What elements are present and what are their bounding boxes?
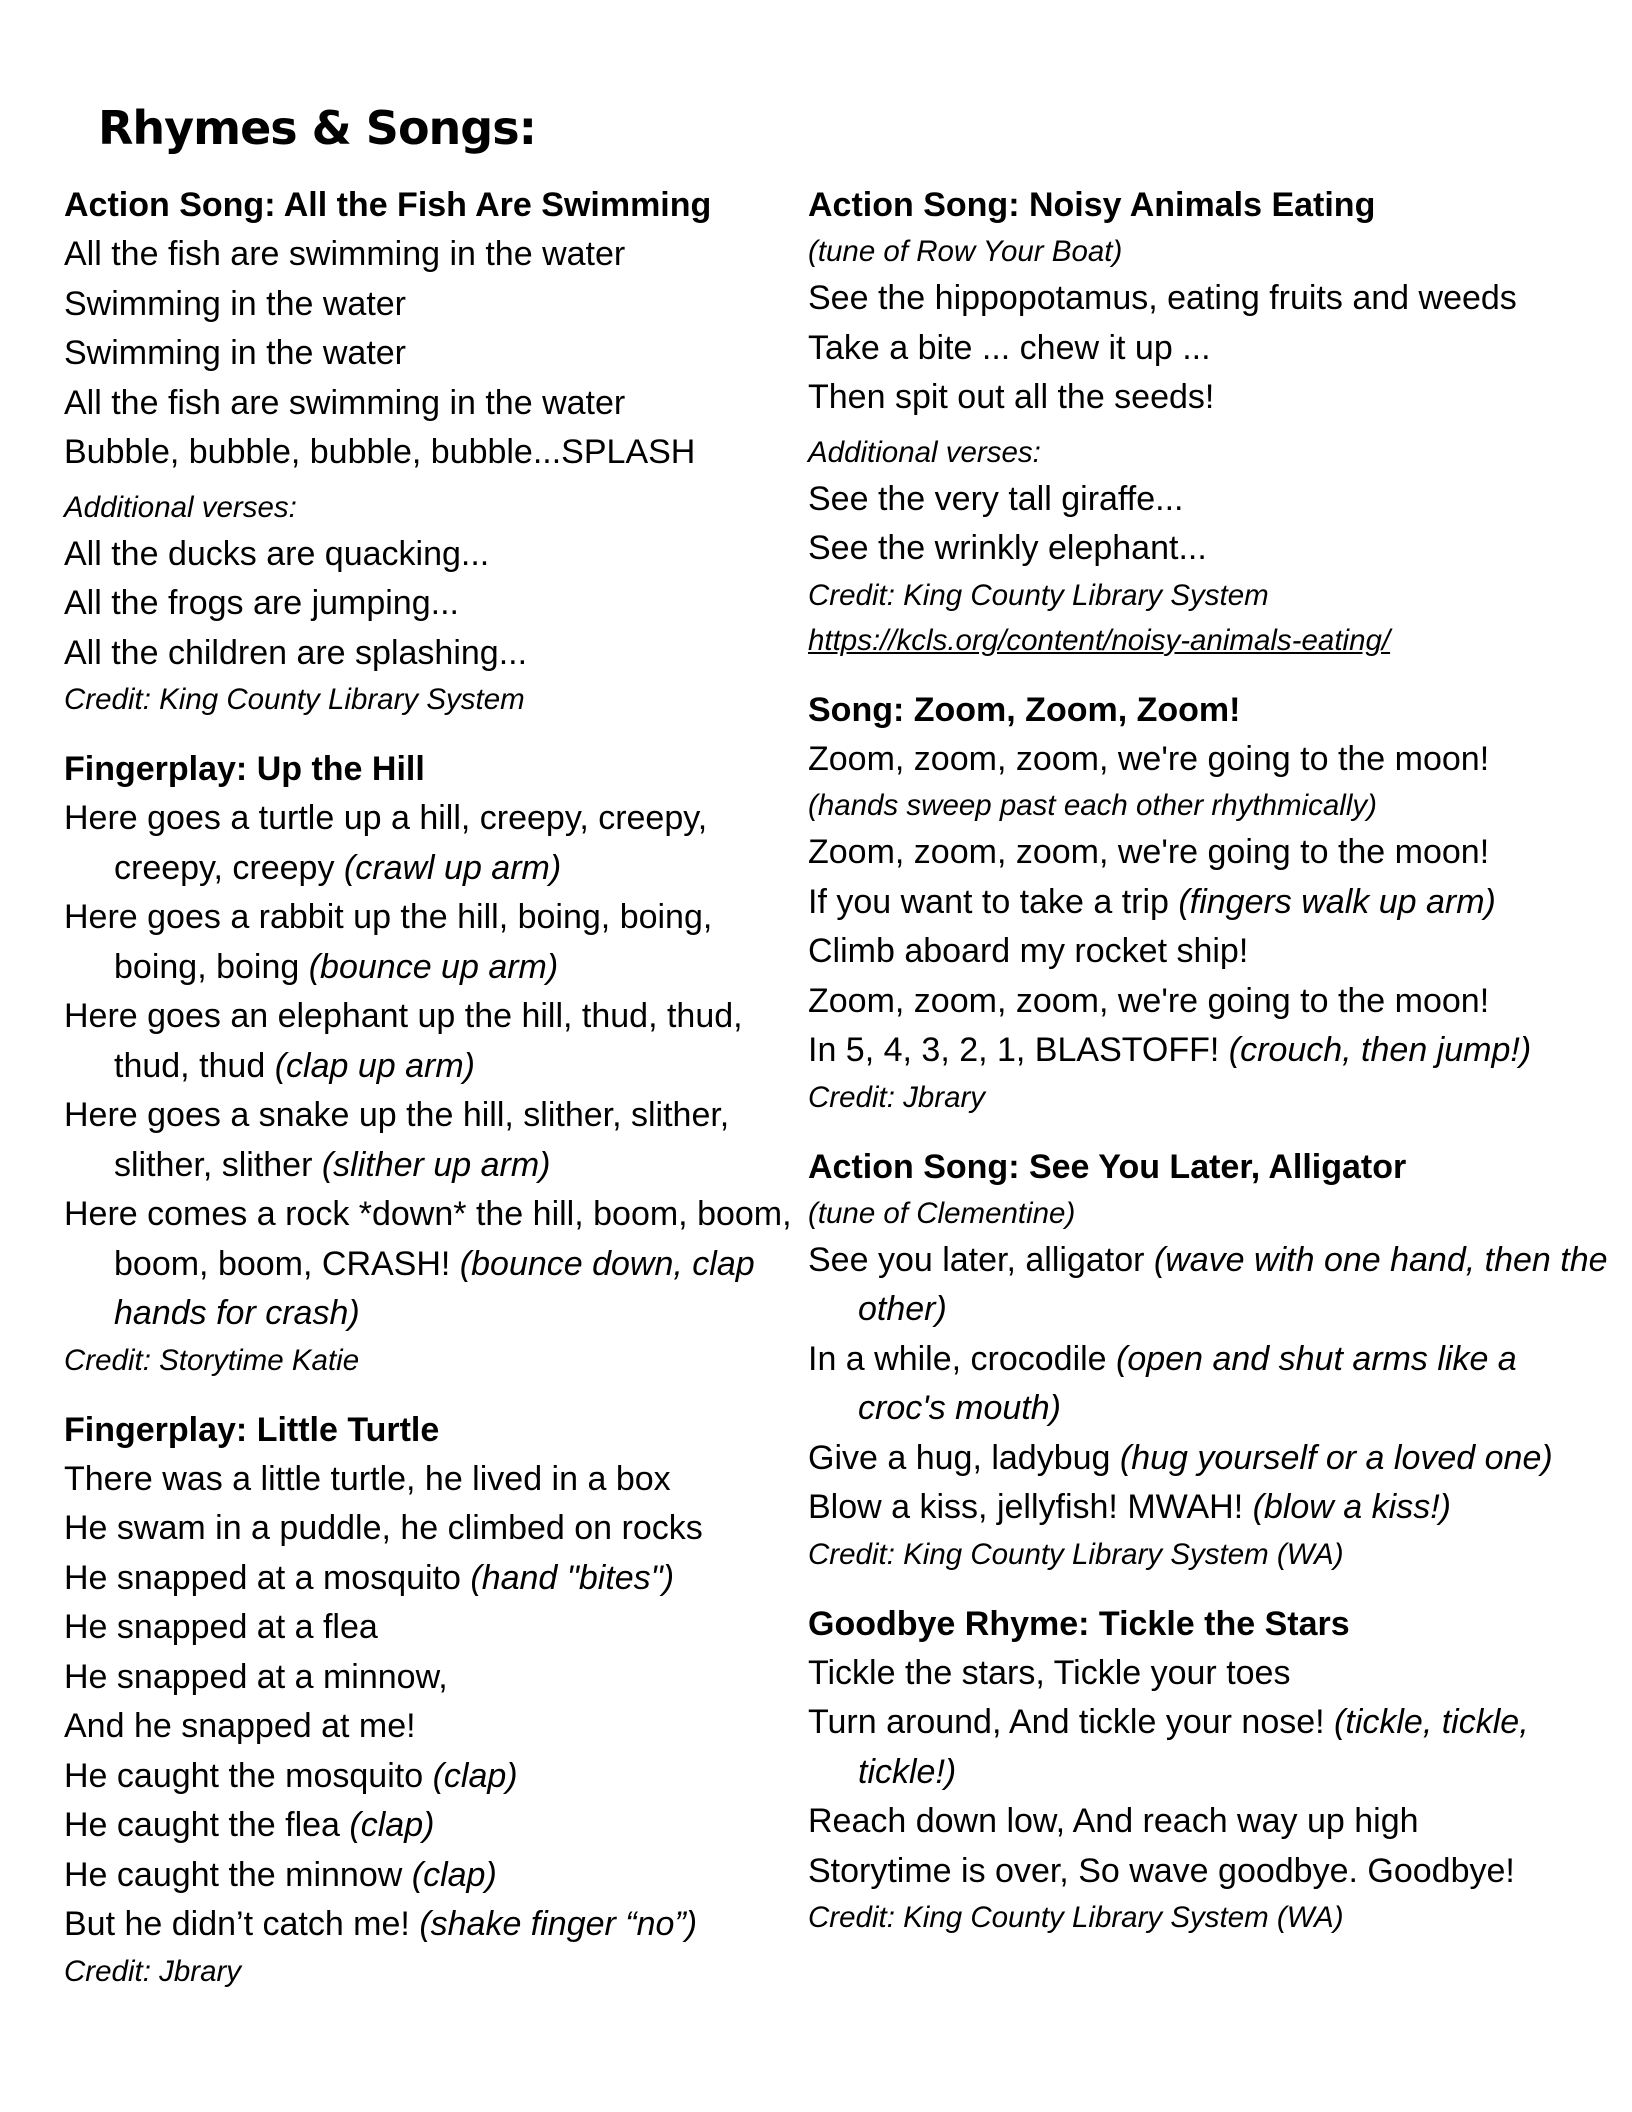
tune-note: (tune of Clementine): [808, 1196, 1076, 1230]
verse-line: All the ducks are quacking...: [64, 534, 490, 573]
verse-line: All the frogs are jumping...: [64, 584, 459, 622]
action-cue: (wave with one hand, then the other): [858, 1240, 1608, 1328]
action-cue: (hug yourself or a loved one): [1119, 1438, 1553, 1477]
lyric-line: See the hippopotamus, eating fruits and weeds: [808, 279, 1517, 317]
lyric-line: Swimming in the water: [64, 284, 407, 323]
lyric-text: If you want to take a trip: [808, 882, 1179, 921]
lyric-text: He swam in a puddle, he climbed on rocks: [64, 1509, 703, 1547]
lyric-line: Bubble, bubble, bubble, bubble...SPLASH: [64, 433, 696, 471]
action-cue: (blow a kiss!): [1252, 1488, 1451, 1526]
lyric-text: Turn around, And tickle your nose!: [808, 1703, 1335, 1741]
lyric-text: Storytime is over, So wave goodbye. Goodbye!: [808, 1851, 1515, 1890]
lyric-line: [808, 735, 1608, 785]
source-link[interactable]: https://kcls.org/content/noisy-animals-eating/: [808, 623, 1391, 657]
action-cue: (crouch, then jump!): [1228, 1031, 1532, 1069]
lyric-line: [808, 1483, 1608, 1533]
zoom-song-section: [808, 685, 1608, 1120]
alligator-song-section: [808, 1142, 1608, 1577]
credit-line: Credit: King County Library System (WA): [808, 1537, 1344, 1571]
lyric-text: Zoom, zoom, zoom, we're going to the moon!: [808, 981, 1490, 1020]
lyric-line: [808, 1649, 1608, 1699]
lyric-text: Climb aboard my rocket ship!: [808, 932, 1249, 970]
lyric-text: Reach down low, And reach way up high: [808, 1802, 1419, 1840]
lyric-text: He snapped at a flea: [64, 1608, 378, 1646]
lyric-line: [64, 1752, 804, 1802]
lyric-text: In a while, crocodile: [808, 1339, 1117, 1378]
lyric-line: [64, 794, 804, 893]
lyric-line: [808, 1698, 1608, 1797]
lyric-text: Blow a kiss, jellyfish! MWAH!: [808, 1488, 1253, 1526]
action-cue: (clap): [411, 1855, 497, 1894]
lyric-line: [64, 1504, 804, 1554]
action-cue: (clap): [432, 1756, 518, 1795]
credit-line: Credit: King County Library System: [808, 578, 1269, 612]
action-cue: (slither up arm): [321, 1145, 551, 1184]
verse-line: See the very tall giraffe...: [808, 479, 1184, 518]
action-cue-line: (hands sweep past each other rhythmically): [808, 789, 1377, 822]
lyric-line: [808, 1026, 1608, 1076]
verse-line: See the wrinkly elephant...: [808, 529, 1207, 567]
action-cue: (hand "bites"): [470, 1558, 675, 1597]
lyric-line: [64, 1900, 804, 1950]
lyric-text: Here goes a turtle up a hill, creepy, creepy, creepy, creepy: [64, 799, 708, 887]
lyric-line: All the fish are swimming in the water: [64, 383, 626, 422]
lyric-line: [808, 927, 1608, 977]
lyric-line: [64, 1091, 804, 1190]
action-cue: (fingers walk up arm): [1178, 882, 1496, 921]
lyric-line: [808, 1335, 1608, 1434]
lyric-line: Then spit out all the seeds!: [808, 378, 1215, 416]
lyric-line: Swimming in the water: [64, 334, 407, 372]
lyric-line: All the fish are swimming in the water: [64, 235, 626, 273]
credit-line: Credit: King County Library System (WA): [808, 1901, 1344, 1934]
action-cue: (clap): [349, 1806, 435, 1844]
credit-line: Credit: Jbrary: [808, 1080, 986, 1114]
lyric-text: He caught the minnow: [64, 1855, 412, 1894]
lyric-line: [808, 1236, 1608, 1335]
lyric-text: Here goes an elephant up the hill, thud, thud, thud, thud: [64, 997, 743, 1085]
additional-verses-label: Additional verses:: [64, 490, 297, 524]
credit-line: Credit: Jbrary: [64, 1954, 242, 1988]
lyric-line: [64, 893, 804, 992]
lyric-text: There was a little turtle, he lived in a box: [64, 1459, 671, 1498]
lyric-text: But he didn’t catch me!: [64, 1905, 420, 1943]
action-cue: (crawl up arm): [343, 848, 562, 887]
lyric-line: [808, 977, 1608, 1027]
lyric-line: [64, 1455, 804, 1505]
little-turtle-section: [64, 1405, 804, 1994]
lyric-text: He snapped at a mosquito: [64, 1558, 471, 1597]
lyric-line: [808, 1847, 1608, 1897]
section-heading: Action Song: All the Fish Are Swimming: [64, 186, 712, 224]
page-title: Rhymes & Songs:: [98, 101, 536, 155]
up-the-hill-section: [64, 744, 804, 1383]
lyric-text: Here goes a snake up the hill, slither, slither, slither, slither: [64, 1096, 730, 1184]
lyric-line: [808, 878, 1608, 928]
lyric-line: [64, 1554, 804, 1604]
credit-line: Credit: King County Library System: [64, 683, 525, 716]
section-heading: Goodbye Rhyme: Tickle the Stars: [808, 1604, 1350, 1643]
tune-note: (tune of Row Your Boat): [808, 235, 1123, 268]
lyric-text: He caught the mosquito: [64, 1756, 433, 1795]
right-column: [808, 180, 1608, 1962]
lyric-line: [64, 1603, 804, 1653]
lyric-line: [64, 1702, 804, 1752]
lyric-text: Zoom, zoom, zoom, we're going to the moon!: [808, 739, 1490, 778]
lyric-text: Here goes a rabbit up the hill, boing, boing, boing, boing: [64, 898, 713, 986]
lyric-text: And he snapped at me!: [64, 1707, 416, 1745]
fish-song-section: [64, 180, 804, 722]
additional-verses-label: Additional verses:: [808, 435, 1041, 469]
noisy-animals-section: [808, 180, 1608, 663]
left-column: [64, 180, 804, 2016]
action-cue: (shake finger “no”): [419, 1905, 698, 1943]
lyric-text: See you later, alligator: [808, 1240, 1154, 1279]
verse-line: All the children are splashing...: [64, 633, 528, 672]
goodbye-rhyme-section: [808, 1599, 1608, 1941]
lyric-text: Here comes a rock *down* the hill, boom, boom, boom, boom, CRASH!: [64, 1195, 792, 1283]
lyric-line: [64, 1801, 804, 1851]
lyric-text: Tickle the stars, Tickle your toes: [808, 1653, 1291, 1692]
action-cue: (clap up arm): [274, 1046, 475, 1085]
action-cue: (open and shut arms like a croc's mouth): [858, 1339, 1517, 1427]
credit-line: Credit: Storytime Katie: [64, 1343, 360, 1377]
lyric-line: [808, 1797, 1608, 1847]
lyric-line: [64, 992, 804, 1091]
lyric-text: Give a hug, ladybug: [808, 1438, 1120, 1477]
action-cue: (bounce down, clap hands for crash): [114, 1244, 755, 1332]
lyric-text: He snapped at a minnow,: [64, 1657, 448, 1696]
lyric-line: [64, 1653, 804, 1703]
lyric-line: [64, 1190, 804, 1339]
lyric-line: Take a bite ... chew it up ...: [808, 328, 1211, 367]
section-heading: Fingerplay: Up the Hill: [64, 750, 425, 788]
lyric-text: Zoom, zoom, zoom, we're going to the moon!: [808, 833, 1490, 871]
lyric-text: He caught the flea: [64, 1806, 350, 1844]
lyric-line: [808, 1434, 1608, 1484]
lyric-line: [808, 828, 1608, 878]
lyric-line: [64, 1851, 804, 1901]
section-heading: Action Song: See You Later, Alligator: [808, 1147, 1407, 1186]
action-cue: (bounce up arm): [308, 947, 559, 986]
action-cue: (tickle, tickle, tickle!): [858, 1703, 1529, 1791]
section-heading: Action Song: Noisy Animals Eating: [808, 186, 1376, 224]
section-heading: Song: Zoom, Zoom, Zoom!: [808, 690, 1241, 729]
section-heading: Fingerplay: Little Turtle: [64, 1410, 440, 1449]
lyric-text: In 5, 4, 3, 2, 1, BLASTOFF!: [808, 1031, 1229, 1069]
